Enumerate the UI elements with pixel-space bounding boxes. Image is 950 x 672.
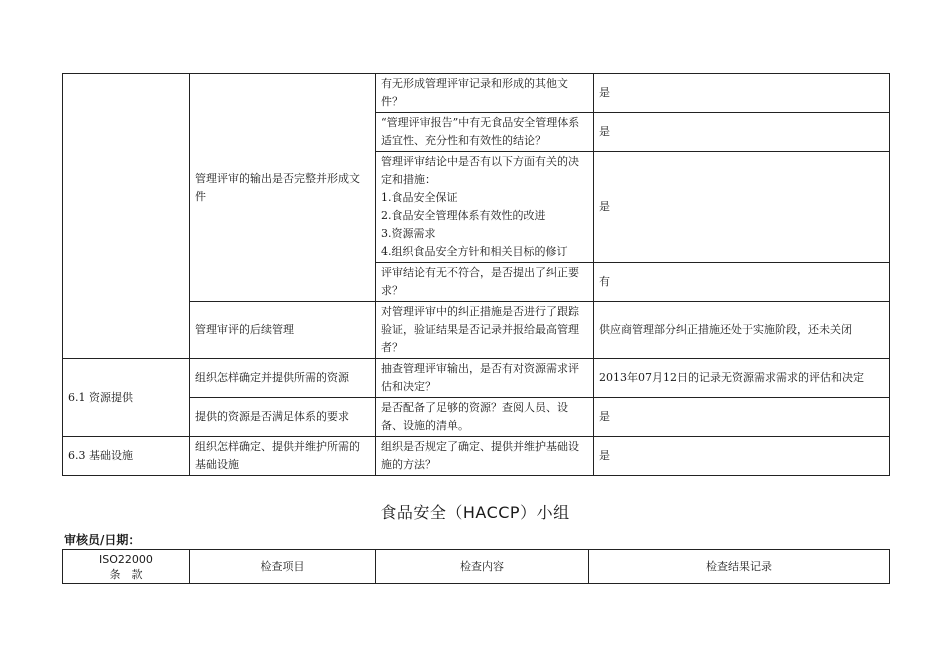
result-cell: 是 (594, 74, 890, 113)
item-cell: 提供的资源是否满足体系的要求 (190, 398, 376, 437)
content-cell: 抽查管理评审输出，是否有对资源需求评估和决定？ (376, 359, 594, 398)
table-row (63, 359, 890, 398)
item-cell: 组织怎样确定并提供所需的资源 (190, 359, 376, 398)
content-cell: 管理评审结论中是否有以下方面有关的决定和措施： 1.食品安全保证 2.食品安全管理体系有效性的改进 3.资源需求 4.组织食品安全方针和相关目标的修订 (376, 152, 594, 263)
result-cell: 是 (594, 152, 890, 263)
result-cell: 是 (594, 398, 890, 437)
clause-cell: 6.1 资源提供 (63, 359, 190, 437)
content-cell: 评审结论有无不符合，是否提出了纠正要求？ (376, 263, 594, 302)
item-cell: 管理审评的后续管理 (190, 302, 376, 359)
result-cell: 2013年07月12日的记录无资源需求需求的评估和决定 (594, 359, 890, 398)
clause-cell (63, 74, 190, 359)
audit-table (62, 73, 890, 476)
content-cell: 是否配备了足够的资源？查阅人员、设备、设施的清单。 (376, 398, 594, 437)
item-cell: 管理评审的输出是否完整并形成文件 (190, 74, 376, 302)
result-cell: 是 (594, 113, 890, 152)
header-result: 检查结果记录 (589, 550, 890, 584)
result-cell: 有 (594, 263, 890, 302)
checklist-header-table (62, 549, 890, 584)
header-item: 检查项目 (190, 550, 376, 584)
auditor-date-label: 审核员/日期： (64, 533, 141, 547)
item-cell: 组织怎样确定、提供并维护所需的基础设施 (190, 437, 376, 476)
header-content: 检查内容 (376, 550, 589, 584)
section-title: 食品安全（HACCP）小组 (380, 503, 570, 522)
table-row (63, 437, 890, 476)
clause-cell: 6.3 基础设施 (63, 437, 190, 476)
content-cell: 有无形成管理评审记录和形成的其他文件？ (376, 74, 594, 113)
result-cell: 供应商管理部分纠正措施还处于实施阶段，还未关闭 (594, 302, 890, 359)
table-row (63, 74, 890, 113)
content-cell: 组织是否规定了确定、提供并维护基础设施的方法？ (376, 437, 594, 476)
header-row (63, 550, 890, 584)
content-cell: “管理评审报告”中有无食品安全管理体系适宜性、充分性和有效性的结论？ (376, 113, 594, 152)
header-clause: ISO22000 条 款 (63, 550, 190, 584)
content-cell: 对管理评审中的纠正措施是否进行了跟踪验证，验证结果是否记录并报给最高管理者？ (376, 302, 594, 359)
result-cell: 是 (594, 437, 890, 476)
